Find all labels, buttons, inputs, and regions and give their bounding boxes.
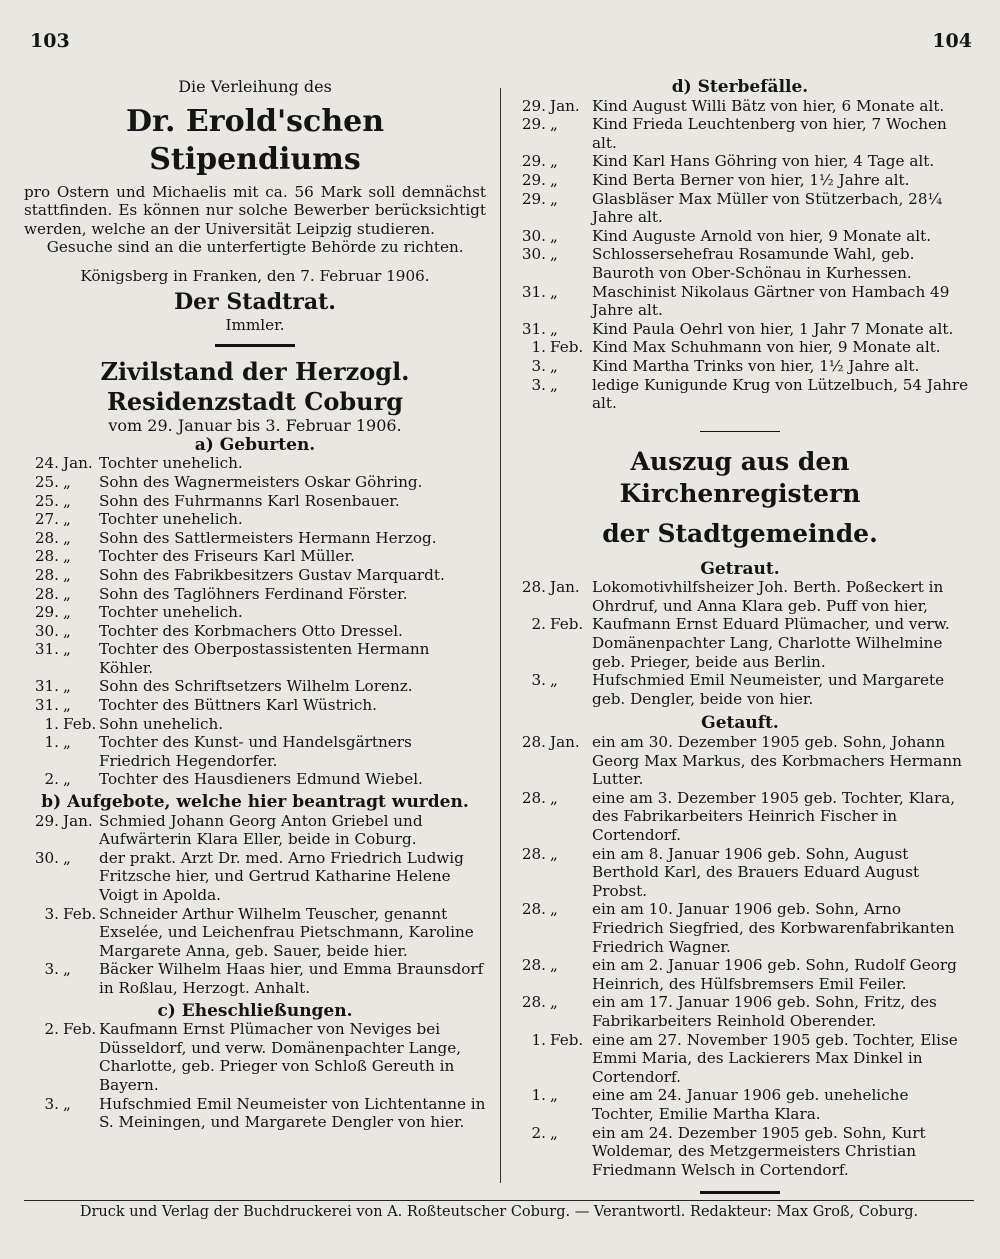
list-item <box>24 715 486 734</box>
entry-day: 30. <box>521 245 546 264</box>
entry-text: Tochter des Kunst- und Handelsgärtners Friedrich Hegendorfer. <box>99 733 412 770</box>
births-heading: a) Geburten. <box>194 434 316 455</box>
list-item <box>24 622 486 641</box>
list-item <box>510 227 970 246</box>
list-item <box>510 671 970 708</box>
entry-month: „ <box>550 319 558 338</box>
entry-day: 28. <box>521 788 546 807</box>
entry-day: 28. <box>34 528 59 547</box>
entry-day: 25. <box>34 491 59 510</box>
entry-text: eine am 27. November 1905 geb. Tochter, Elise Emmi Maria, des Lackierers Max Dinkel in Cortendorf. <box>592 1030 958 1086</box>
entry-text: Lokomotivhilfsheizer Joh. Berth. Poßeckert in Ohrdruf, und Anna Klara geb. Puff von hier, <box>592 578 944 615</box>
entry-month: „ <box>550 993 558 1012</box>
stipend-body-2: Gesuche sind an die unterfertigte Behörde zu richten. <box>46 238 464 257</box>
entry-month: „ <box>550 375 558 394</box>
entry-day: 2. <box>531 615 546 634</box>
entry-day: 2. <box>531 1123 546 1142</box>
entry-day: 28. <box>521 844 546 863</box>
church-registry-subtitle: der Stadtgemeinde. <box>602 518 878 548</box>
entry-day: 28. <box>521 733 546 752</box>
baptised-heading: Getauft. <box>701 713 779 734</box>
entry-text: Sohn des Fuhrmanns Karl Rosenbauer. <box>99 491 400 510</box>
list-item <box>510 845 970 901</box>
births-list <box>24 454 486 789</box>
list-item <box>510 190 970 227</box>
list-item <box>24 960 486 997</box>
entry-text: Schlossersehefrau Rosamunde Wahl, geb. Bauroth von Ober-Schönau in Kurhessen. <box>592 245 915 282</box>
marriages-list <box>24 1020 486 1132</box>
entry-text: Kind Paula Oehrl von hier, 1 Jahr 7 Monate alt. <box>592 319 954 338</box>
entry-text: der prakt. Arzt Dr. med. Arno Friedrich Ludwig Fritzsche hier, und Gertrud Katharine Helene Voigt in Apolda. <box>99 848 464 904</box>
banns-heading: b) Aufgebote, welche hier beantragt wurden. <box>41 792 469 813</box>
stipend-signer: Immler. <box>225 315 285 334</box>
list-item <box>24 585 486 604</box>
entry-month: „ <box>63 848 71 867</box>
list-item <box>510 115 970 152</box>
entry-text: Sohn des Wagnermeisters Oskar Göhring. <box>99 472 423 491</box>
stipend-intro: Die Verleihung des <box>178 77 332 96</box>
entry-month: Feb. <box>550 615 584 634</box>
banns-list <box>24 812 486 998</box>
entry-text: ledige Kunigunde Krug von Lützelbuch, 54 Jahre alt. <box>592 375 969 413</box>
list-item <box>510 956 970 993</box>
list-item <box>24 454 486 473</box>
list-item <box>510 789 970 845</box>
entry-month: „ <box>63 584 71 603</box>
entry-month: „ <box>550 226 558 245</box>
married-heading: Getraut. <box>700 558 780 579</box>
entry-day: 30. <box>521 226 546 245</box>
entry-month: „ <box>550 282 558 301</box>
entry-day: 28. <box>521 993 546 1012</box>
entry-day: 31. <box>521 282 546 301</box>
entry-month: „ <box>63 472 71 491</box>
entry-day: 29. <box>521 170 546 189</box>
entry-month: Jan. <box>550 733 580 752</box>
entry-text: Kind Martha Trinks von hier, 1½ Jahre alt. <box>592 356 920 375</box>
entry-day: 29. <box>34 811 59 830</box>
entry-text: Tochter des Korbmachers Otto Dressel. <box>99 621 403 640</box>
entry-day: 1. <box>531 1030 546 1049</box>
entry-month: „ <box>63 621 71 640</box>
entry-day: 2. <box>44 1020 59 1039</box>
list-item <box>24 547 486 566</box>
church-registry-title: Auszug aus den Kirchenregistern <box>619 446 861 508</box>
entry-text: Schmied Johann Georg Anton Griebel und Aufwärterin Klara Eller, beide in Coburg. <box>99 811 423 849</box>
entry-month: „ <box>63 1094 71 1113</box>
entry-day: 1. <box>531 338 546 357</box>
list-item <box>24 733 486 770</box>
entry-text: Kaufmann Ernst Plümacher von Neviges bei Düsseldorf, und verw. Domänenpachter Lange, Charlotte, geb. Prieger von Schloß Gereuth in Bayern. <box>99 1020 462 1094</box>
entry-text: Maschinist Nikolaus Gärtner von Hambach 49 Jahre alt. <box>592 282 950 320</box>
list-item <box>510 733 970 789</box>
church-married-list <box>510 578 970 708</box>
entry-day: 29. <box>521 189 546 208</box>
entry-day: 3. <box>531 671 546 690</box>
entry-text: Tochter unehelich. <box>99 454 243 473</box>
list-item <box>24 566 486 585</box>
entry-text: ein am 30. Dezember 1905 geb. Sohn, Johann Georg Max Markus, des Korbmachers Hermann Lutter. <box>592 733 962 789</box>
entry-day: 29. <box>521 152 546 171</box>
entry-text: Tochter des Friseurs Karl Müller. <box>99 547 355 566</box>
entry-month: „ <box>550 956 558 975</box>
entry-text: ein am 2. Januar 1906 geb. Sohn, Rudolf Georg Heinrich, des Hülfsbremsers Emil Feiler. <box>592 956 957 993</box>
entry-month: Feb. <box>63 1020 97 1039</box>
list-item <box>510 993 970 1030</box>
stipend-body: pro Ostern und Michaelis mit ca. 56 Mark soll demnächst stattfinden. Es können nur solche Bewerber berücksichtigt werden, welche an der Universität Leipzig studieren. <box>24 182 486 238</box>
entry-text: Sohn des Fabrikbesitzers Gustav Marquardt. <box>99 565 445 584</box>
entry-text: ein am 24. Dezember 1905 geb. Sohn, Kurt Woldemar, des Metzgermeisters Christian Friedmann Welsch in Cortendorf. <box>592 1123 926 1179</box>
entry-month: „ <box>550 245 558 264</box>
list-item <box>24 677 486 696</box>
entry-day: 28. <box>34 584 59 603</box>
entry-day: 28. <box>521 900 546 919</box>
entry-day: 3. <box>44 904 59 923</box>
entry-month: Feb. <box>63 714 97 733</box>
entry-text: Tochter unehelich. <box>99 510 243 529</box>
entry-month: „ <box>63 565 71 584</box>
entry-month: „ <box>63 696 71 715</box>
entry-text: Sohn des Sattlermeisters Hermann Herzog. <box>99 528 437 547</box>
entry-text: Kind Berta Berner von hier, 1½ Jahre alt. <box>592 170 910 189</box>
entry-month: Jan. <box>63 811 93 830</box>
entry-day: 27. <box>34 510 59 529</box>
entry-day: 29. <box>521 96 546 115</box>
entry-day: 2. <box>44 770 59 789</box>
entry-month: „ <box>550 788 558 807</box>
page-number-left: 103 <box>30 30 70 52</box>
entry-text: Sohn des Taglöhners Ferdinand Förster. <box>99 584 408 603</box>
list-item <box>510 1031 970 1087</box>
list-item <box>24 492 486 511</box>
entry-text: Kind August Willi Bätz von hier, 6 Monate alt. <box>592 96 945 115</box>
entry-month: „ <box>63 640 71 659</box>
list-item <box>510 245 970 282</box>
list-item <box>24 770 486 789</box>
list-item <box>24 473 486 492</box>
list-item <box>24 812 486 849</box>
entry-text: ein am 17. Januar 1906 geb. Sohn, Fritz, des Fabrikarbeiters Reinhold Oberender. <box>592 993 937 1030</box>
list-item <box>24 603 486 622</box>
entry-day: 31. <box>34 640 59 659</box>
entry-text: Kind Karl Hans Göhring von hier, 4 Tage alt. <box>592 152 935 171</box>
separator-rule-bottom <box>700 1191 780 1194</box>
entry-day: 3. <box>531 356 546 375</box>
list-item <box>510 320 970 339</box>
entry-day: 28. <box>34 547 59 566</box>
entry-month: Jan. <box>550 96 580 115</box>
entry-month: „ <box>550 152 558 171</box>
list-item <box>510 900 970 956</box>
entry-text: Sohn des Schriftsetzers Wilhelm Lorenz. <box>99 677 413 696</box>
entry-day: 31. <box>34 677 59 696</box>
entry-month: „ <box>63 510 71 529</box>
entry-month: „ <box>63 491 71 510</box>
entry-month: „ <box>550 671 558 690</box>
entry-text: Kind Frieda Leuchtenberg von hier, 7 Wochen alt. <box>592 115 947 152</box>
column-divider <box>500 88 501 1183</box>
entry-text: eine am 3. Dezember 1905 geb. Tochter, Klara, des Fabrikarbeiters Heinrich Fischer in Cortendorf. <box>592 788 956 844</box>
stipend-signature: Der Stadtrat. <box>174 288 336 315</box>
entry-text: Tochter des Büttners Karl Wüstrich. <box>99 696 377 715</box>
entry-month: Feb. <box>63 904 97 923</box>
entry-text: Schneider Arthur Wilhelm Teuscher, genannt Exselée, und Leichenfrau Pietschmann, Karoline Margarete Anna, geb. Sauer, beide hier. <box>99 904 474 960</box>
list-item <box>24 696 486 715</box>
list-item <box>510 97 970 116</box>
church-baptised-list <box>510 733 970 1179</box>
entry-day: 29. <box>521 115 546 134</box>
entry-month: Jan. <box>63 454 93 473</box>
entry-month: „ <box>63 603 71 622</box>
entry-day: 3. <box>44 1094 59 1113</box>
deaths-heading: d) Sterbefälle. <box>671 77 809 97</box>
entry-month: „ <box>550 356 558 375</box>
list-item <box>510 171 970 190</box>
entry-day: 1. <box>531 1086 546 1105</box>
list-item <box>510 152 970 171</box>
list-item <box>510 338 970 357</box>
entry-text: ein am 10. Januar 1906 geb. Sohn, Arno Friedrich Siegfried, des Korbwarenfabrikanten Friedrich Wagner. <box>592 900 955 956</box>
entry-text: Tochter unehelich. <box>99 603 243 622</box>
deaths-list <box>510 97 970 413</box>
entry-month: „ <box>550 1123 558 1142</box>
entry-text: Bäcker Wilhelm Haas hier, und Emma Braunsdorf in Roßlau, Herzogt. Anhalt. <box>99 960 484 997</box>
entry-text: Tochter des Oberpostassistenten Hermann Köhler. <box>99 640 430 677</box>
entry-month: „ <box>63 677 71 696</box>
entry-day: 29. <box>34 603 59 622</box>
entry-text: Hufschmied Emil Neumeister, und Margarete geb. Dengler, beide von hier. <box>592 671 945 708</box>
list-item <box>510 578 970 615</box>
entry-month: „ <box>550 189 558 208</box>
list-item <box>24 849 486 905</box>
entry-day: 24. <box>34 454 59 473</box>
entry-month: „ <box>550 844 558 863</box>
separator-rule <box>215 344 295 347</box>
entry-month: Feb. <box>550 1030 584 1049</box>
entry-month: „ <box>550 170 558 189</box>
entry-day: 28. <box>34 565 59 584</box>
entry-day: 28. <box>521 578 546 597</box>
list-item <box>510 376 970 413</box>
entry-month: „ <box>63 960 71 979</box>
entry-day: 3. <box>44 960 59 979</box>
entry-day: 31. <box>34 696 59 715</box>
list-item <box>510 615 970 671</box>
entry-text: Tochter des Hausdieners Edmund Wiebel. <box>99 770 423 789</box>
entry-day: 3. <box>531 375 546 394</box>
entry-text: Kaufmann Ernst Eduard Plümacher, und verw. Domänenpachter Lang, Charlotte Wilhelmine geb. Prieger, beide aus Berlin. <box>592 615 950 671</box>
list-item <box>510 1086 970 1123</box>
entry-day: 30. <box>34 848 59 867</box>
entry-text: Kind Max Schuhmann von hier, 9 Monate alt. <box>592 338 941 357</box>
entry-month: „ <box>63 547 71 566</box>
entry-month: „ <box>550 115 558 134</box>
entry-month: „ <box>63 770 71 789</box>
page-number-right: 104 <box>932 30 972 52</box>
entry-month: „ <box>550 900 558 919</box>
entry-month: „ <box>63 528 71 547</box>
separator-rule-right <box>700 431 780 432</box>
entry-text: Sohn unehelich. <box>99 714 224 733</box>
imprint-footer: Druck und Verlag der Buchdruckerei von A. Roßteutscher Coburg. — Verantwortl. Redakteur: Max Groß, Coburg. <box>24 1200 974 1220</box>
list-item <box>24 905 486 961</box>
left-column <box>24 78 486 1132</box>
list-item <box>510 357 970 376</box>
list-item <box>510 283 970 320</box>
entry-text: Hufschmied Emil Neumeister von Lichtentanne in S. Meiningen, und Margarete Dengler von hier. <box>99 1094 486 1132</box>
entry-day: 31. <box>521 319 546 338</box>
list-item <box>24 640 486 677</box>
stipend-title: Dr. Erold'schen Stipendiums <box>125 103 385 177</box>
entry-day: 30. <box>34 621 59 640</box>
entry-day: 1. <box>44 714 59 733</box>
entry-text: Glasbläser Max Müller von Stützerbach, 28¼ Jahre alt. <box>592 189 943 227</box>
list-item <box>24 510 486 529</box>
marriages-heading: c) Eheschließungen. <box>157 1000 353 1021</box>
entry-month: „ <box>550 1086 558 1105</box>
stipend-place-date: Königsberg in Franken, den 7. Februar 1906. <box>80 266 430 285</box>
entry-text: ein am 8. Januar 1906 geb. Sohn, August Berthold Karl, des Brauers Eduard August Probst. <box>592 844 920 900</box>
entry-text: eine am 24. Januar 1906 geb. uneheliche Tochter, Emilie Martha Klara. <box>592 1086 909 1123</box>
entry-month: Feb. <box>550 338 584 357</box>
list-item <box>24 1020 486 1094</box>
entry-day: 1. <box>44 733 59 752</box>
civil-registry-title: Zivilstand der Herzogl. Residenzstadt Coburg <box>100 357 410 417</box>
civil-registry-range: vom 29. Januar bis 3. Februar 1906. <box>108 416 402 436</box>
list-item <box>24 1095 486 1132</box>
entry-day: 28. <box>521 956 546 975</box>
list-item <box>510 1124 970 1180</box>
entry-month: Jan. <box>550 578 580 597</box>
right-column <box>510 78 970 1204</box>
entry-text: Kind Auguste Arnold von hier, 9 Monate alt. <box>592 226 932 245</box>
list-item <box>24 529 486 548</box>
entry-day: 25. <box>34 472 59 491</box>
entry-month: „ <box>63 733 71 752</box>
